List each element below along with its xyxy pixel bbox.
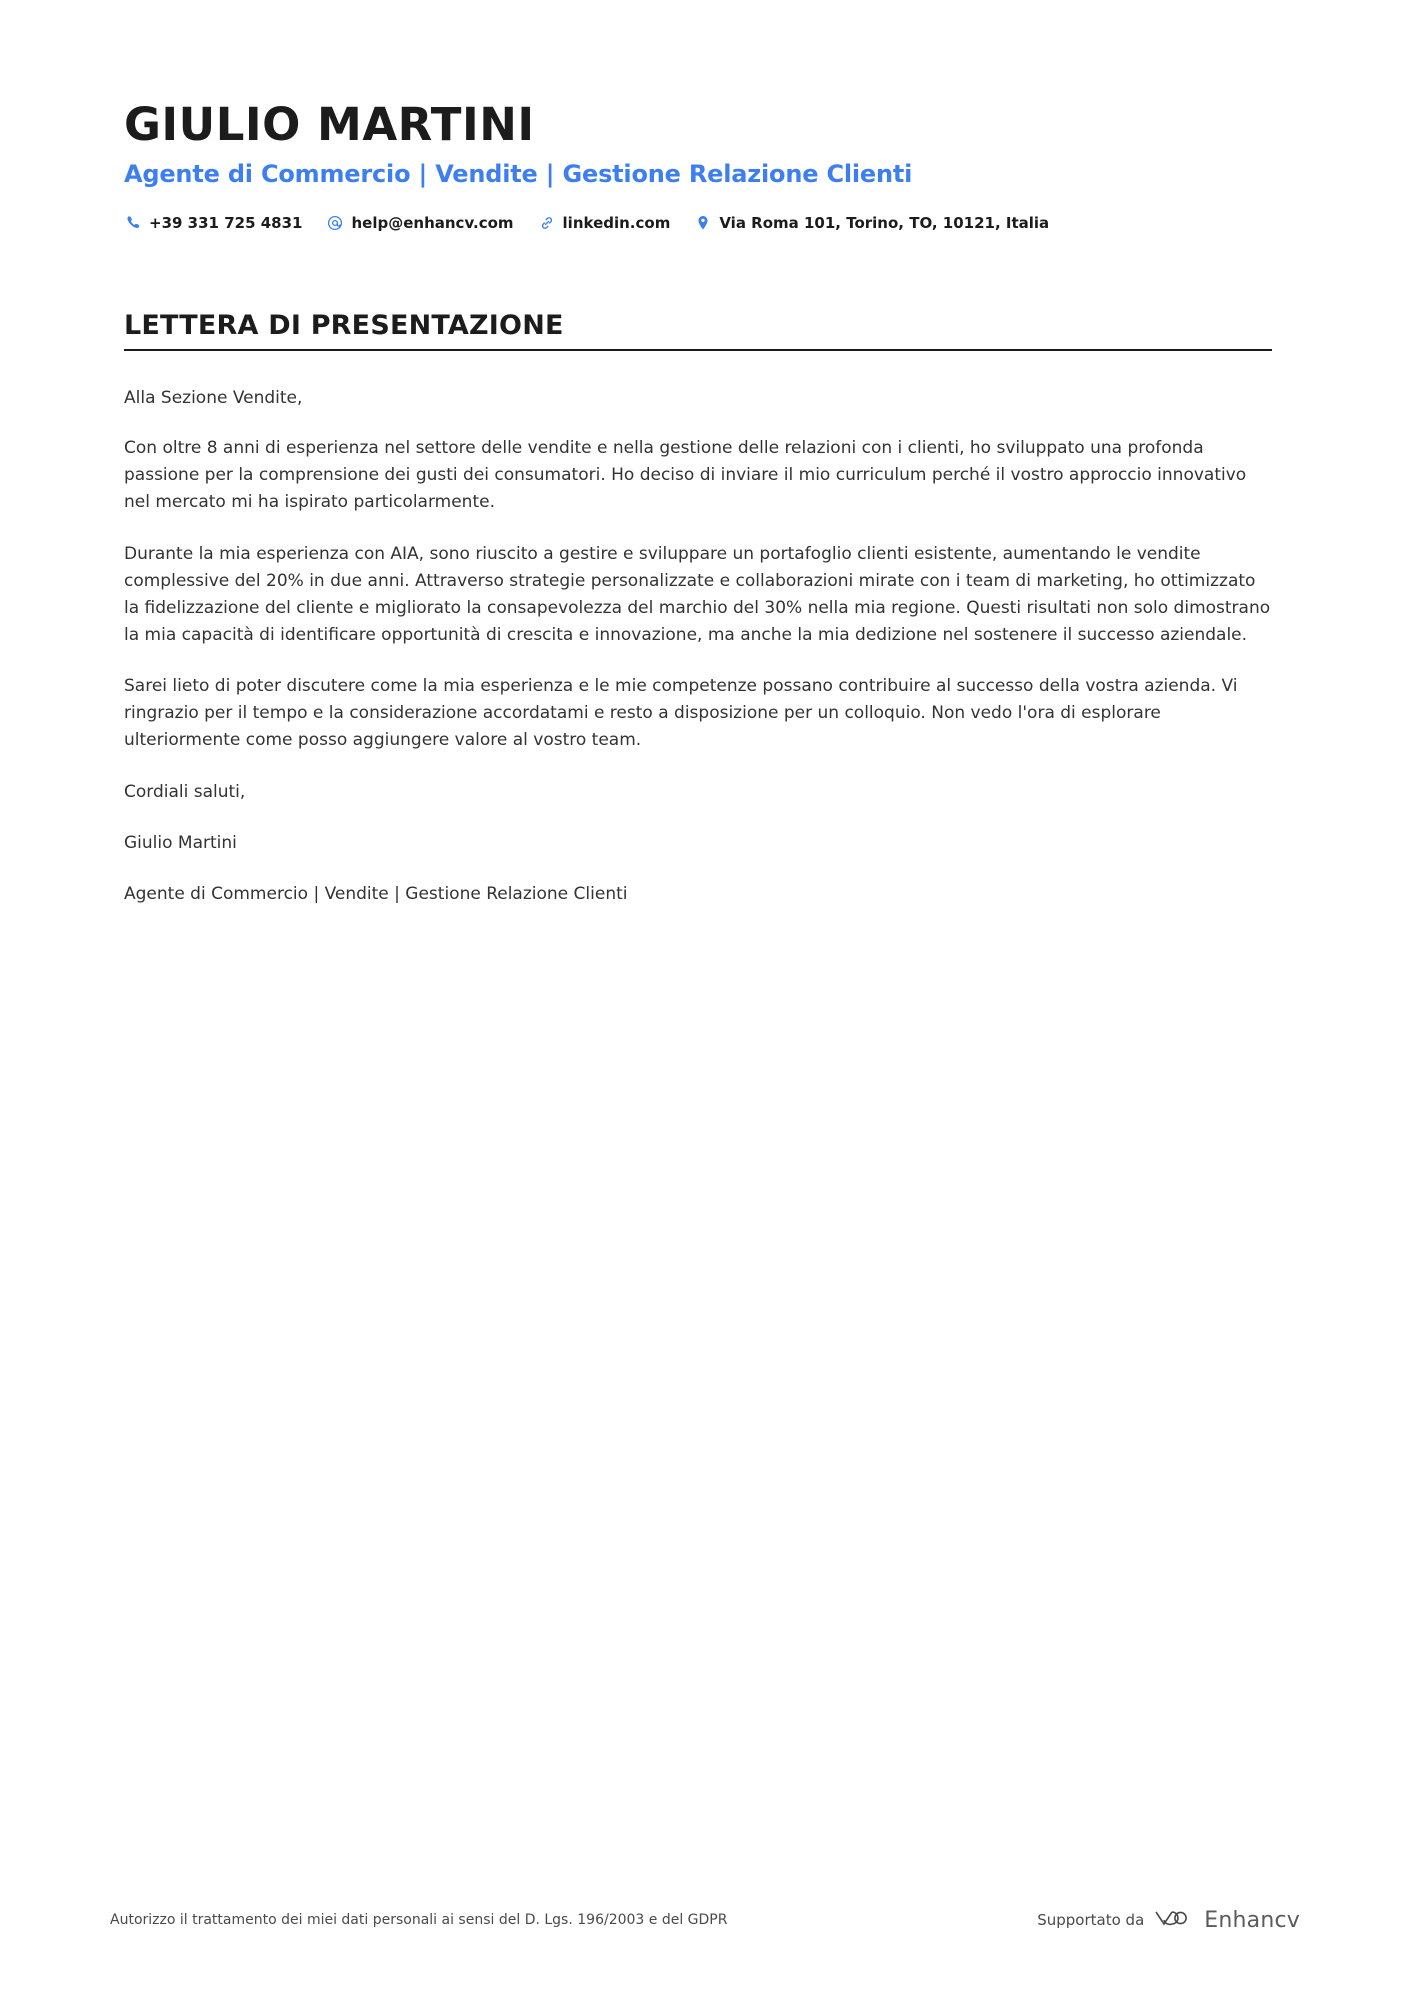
link-icon	[538, 214, 556, 232]
enhancv-brand-name: Enhancv	[1204, 1907, 1300, 1933]
letter-paragraph-3: Sarei lieto di poter discutere come la mia esperienza e le mie competenze possano contribuire al successo della vostra azienda. Vi ringrazio per il tempo e la considerazione accordatami e resto a disposizione per un colloquio. Non vedo l'ora di esplorare ulteriormente come posso aggiungere valore al vostro team.	[124, 676, 1238, 751]
enhancv-logo-icon	[1153, 1907, 1195, 1933]
contact-email[interactable]	[326, 214, 513, 232]
letter-body	[124, 385, 1272, 908]
letter-closing: Cordiali saluti,	[124, 781, 246, 802]
letter-paragraph-2: Durante la mia esperienza con AIA, sono riuscito a gestire e sviluppare un portafoglio clienti esistente, aumentando le vendite complessive del 20% in due anni. Attraverso strategie personalizzate e collaborazioni mirate con i team di marketing, ho ottimizzato la fidelizzazione del cliente e migliorato la consapevolezza del marchio del 30% nella mia regione. Questi risultati non solo dimostrano la mia capacità di identificare opportunità di crescita e innovazione, ma anche la mia dedizione nel sostenere il successo aziendale.	[124, 543, 1271, 645]
privacy-consent-note: Autorizzo il trattamento dei miei dati personali ai sensi del D. Lgs. 196/2003 e del GDPR	[110, 1912, 728, 1928]
contact-row	[124, 214, 1272, 232]
letter-signature-name: Giulio Martini	[124, 832, 237, 853]
footer	[110, 1907, 1300, 1933]
contact-address-text: Via Roma 101, Torino, TO, 10121, Italia	[719, 213, 1050, 232]
email-icon	[326, 214, 344, 232]
document-content	[124, 100, 1272, 908]
contact-email-text: help@enhancv.com	[351, 213, 514, 232]
powered-by-label: Supportato da	[1037, 1911, 1145, 1929]
page-title: GIULIO MARTINI	[124, 98, 535, 151]
contact-address	[694, 214, 1049, 232]
contact-phone-text: +39 331 725 4831	[149, 213, 303, 232]
letter-salutation: Alla Sezione Vendite,	[124, 387, 303, 408]
contact-link[interactable]	[538, 214, 671, 232]
section-title-cover-letter: LETTERA DI PRESENTAZIONE	[124, 309, 564, 341]
header	[124, 100, 1272, 232]
section-divider	[124, 349, 1272, 351]
location-pin-icon	[694, 214, 712, 232]
letter-signature-title: Agente di Commercio | Vendite | Gestione Relazione Clienti	[124, 883, 628, 904]
letter-paragraph-1: Con oltre 8 anni di esperienza nel settore delle vendite e nella gestione delle relazioni con i clienti, ho sviluppato una profonda passione per la comprensione dei gusti dei consumatori. Ho deciso di inviare il mio curriculum perché il vostro approccio innovativo nel mercato mi ha ispirato particolarmente.	[124, 438, 1247, 513]
phone-icon	[124, 214, 142, 232]
powered-by-block	[1037, 1907, 1300, 1933]
professional-headline: Agente di Commercio | Vendite | Gestione Relazione Clienti	[124, 159, 913, 188]
contact-link-text: linkedin.com	[562, 213, 671, 232]
contact-phone	[124, 214, 302, 232]
